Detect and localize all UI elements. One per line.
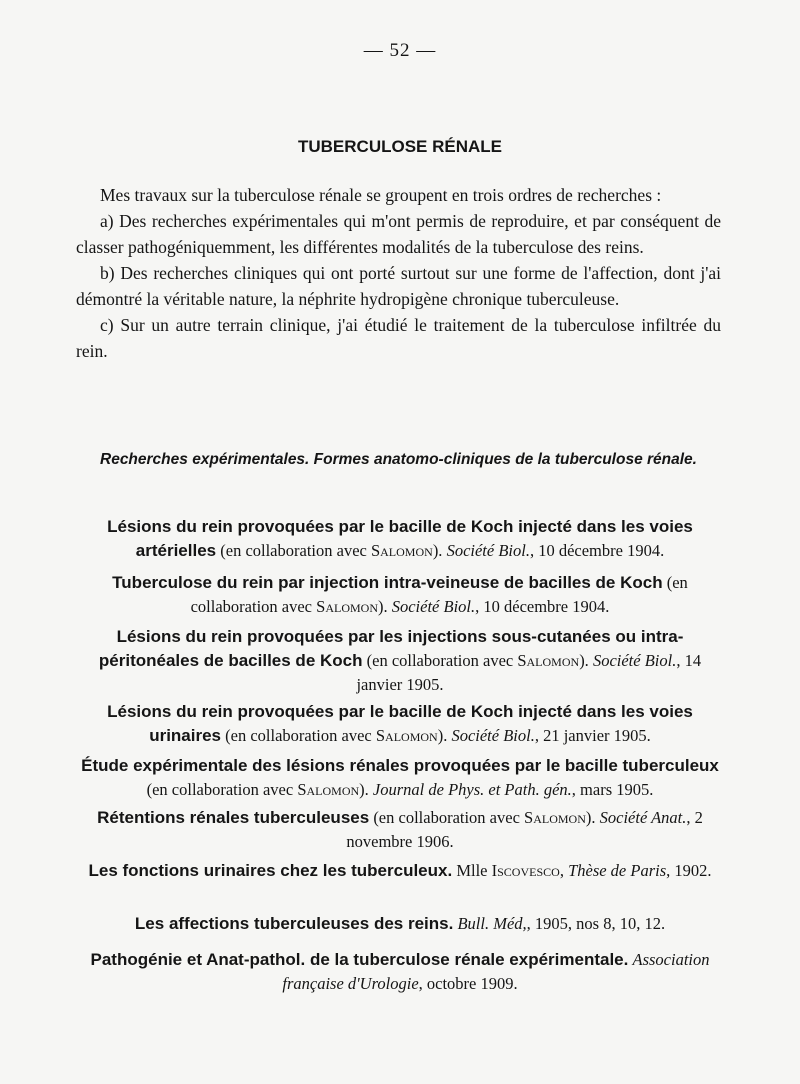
entry-author: Salomon (375, 726, 438, 745)
entry-author: Salomon (524, 808, 586, 827)
entry-collab: (en collaboration avec (216, 541, 371, 560)
bibliography-entry (76, 515, 724, 563)
entry-author: Salomon (316, 597, 378, 616)
entry-title: Les affections tuberculeuses des reins. (134, 914, 454, 933)
entry-author: Salomon (517, 651, 580, 670)
bibliography-entry (76, 912, 724, 936)
entry-title: Pathogénie et Anat-pathol. de la tuberculose rénale expérimentale. (90, 950, 629, 969)
entry-journal: Thèse de Paris (568, 861, 667, 880)
entry-title: Lésions du rein provoquées par le bacille de Koch injecté dans les voies urinaires (107, 702, 693, 745)
entry-punct: ). (585, 808, 600, 827)
entry-journal: Société Biol. (391, 597, 476, 616)
entry-journal: Journal de Phys. et Path. gén. (372, 780, 572, 799)
entry-title: Étude expérimentale des lésions rénales provoquées par le bacille tuberculeux (81, 756, 719, 775)
entry-date: , 1905, nos 8, 10, 12. (526, 914, 666, 933)
page-number: — 52 — (363, 40, 437, 61)
entry-punct: ). (377, 597, 392, 616)
entry-title: Lésions du rein provoquées par le bacille de Koch injecté dans les voies artérielles (107, 517, 693, 560)
entry-collab: (en collaboration avec (190, 573, 688, 616)
entry-date: , 10 décembre 1904. (529, 541, 665, 560)
entry-collab: (en collaboration avec (369, 808, 525, 827)
entry-date: , 10 décembre 1904. (475, 597, 610, 616)
entry-author: Salomon (370, 541, 433, 560)
entry-title: Tuberculose du rein par injection intra-veineuse de bacilles de Koch (112, 573, 663, 592)
entry-date: , 21 janvier 1905. (534, 726, 651, 745)
entry-collab: (en collaboration avec (221, 726, 376, 745)
entry-collab: (en collaboration avec (362, 651, 518, 670)
entry-journal: Association française d'Urologie (282, 950, 710, 993)
bibliography-entry (76, 700, 724, 748)
bibliography-entry (76, 754, 724, 802)
bibliography-entry (76, 806, 724, 854)
bibliography-entry (76, 625, 724, 697)
entry-date: , 14 janvier 1905. (356, 651, 702, 694)
entry-punct: ). (437, 726, 452, 745)
intro-paragraph: b) Des recherches cliniques qui ont porté surtout sur une forme de l'affection, dont j'ai démontré la véritable nature, la néphrite hydropigène chronique tuberculeuse. (76, 263, 721, 309)
intro-text (76, 182, 721, 364)
entry-punct: , (559, 861, 569, 880)
entry-journal: Société Biol. (451, 726, 535, 745)
entry-date: , octobre 1909. (418, 974, 518, 993)
entry-collab: (en collaboration avec (146, 780, 298, 799)
entry-journal: Bull. Méd, (457, 914, 527, 933)
entry-title: Rétentions rénales tuberculeuses (97, 808, 370, 827)
page-title: TUBERCULOSE RÉNALE (297, 137, 502, 156)
bibliography-entry (76, 948, 724, 996)
entry-punct: ). (432, 541, 447, 560)
section-heading: Recherches expérimentales. Formes anatomo-cliniques de la tuberculose rénale. (100, 451, 697, 468)
entry-title: Les fonctions urinaires chez les tuberculeux. (88, 861, 453, 880)
entry-date: , 2 novembre 1906. (346, 808, 703, 851)
entry-collab: Mlle (452, 861, 492, 880)
entry-title: Lésions du rein provoquées par les injections sous-cutanées ou intra-péritonéales de bacilles de Koch (98, 627, 684, 670)
entry-journal: Société Biol. (592, 651, 677, 670)
bibliography-entry (76, 571, 724, 619)
entry-journal: Société Anat. (599, 808, 687, 827)
entry-punct: ). (359, 780, 373, 799)
intro-paragraph: Mes travaux sur la tuberculose rénale se groupent en trois ordres de recherches : (100, 185, 662, 205)
intro-paragraph: c) Sur un autre terrain clinique, j'ai étudié le traitement de la tuberculose infiltrée du rein. (76, 315, 721, 361)
entry-author: Iscovesco (491, 861, 560, 880)
entry-date: , mars 1905. (571, 780, 654, 799)
entry-punct: ). (579, 651, 593, 670)
bibliography-entry (76, 859, 724, 883)
entry-journal: Société Biol. (446, 541, 530, 560)
entry-author: Salomon (297, 780, 360, 799)
intro-paragraph: a) Des recherches expérimentales qui m'ont permis de reproduire, et par conséquent de classer pathogéniquemment, les différentes modalités de la tuberculose des reins. (76, 211, 721, 257)
entry-date: , 1902. (666, 861, 712, 880)
